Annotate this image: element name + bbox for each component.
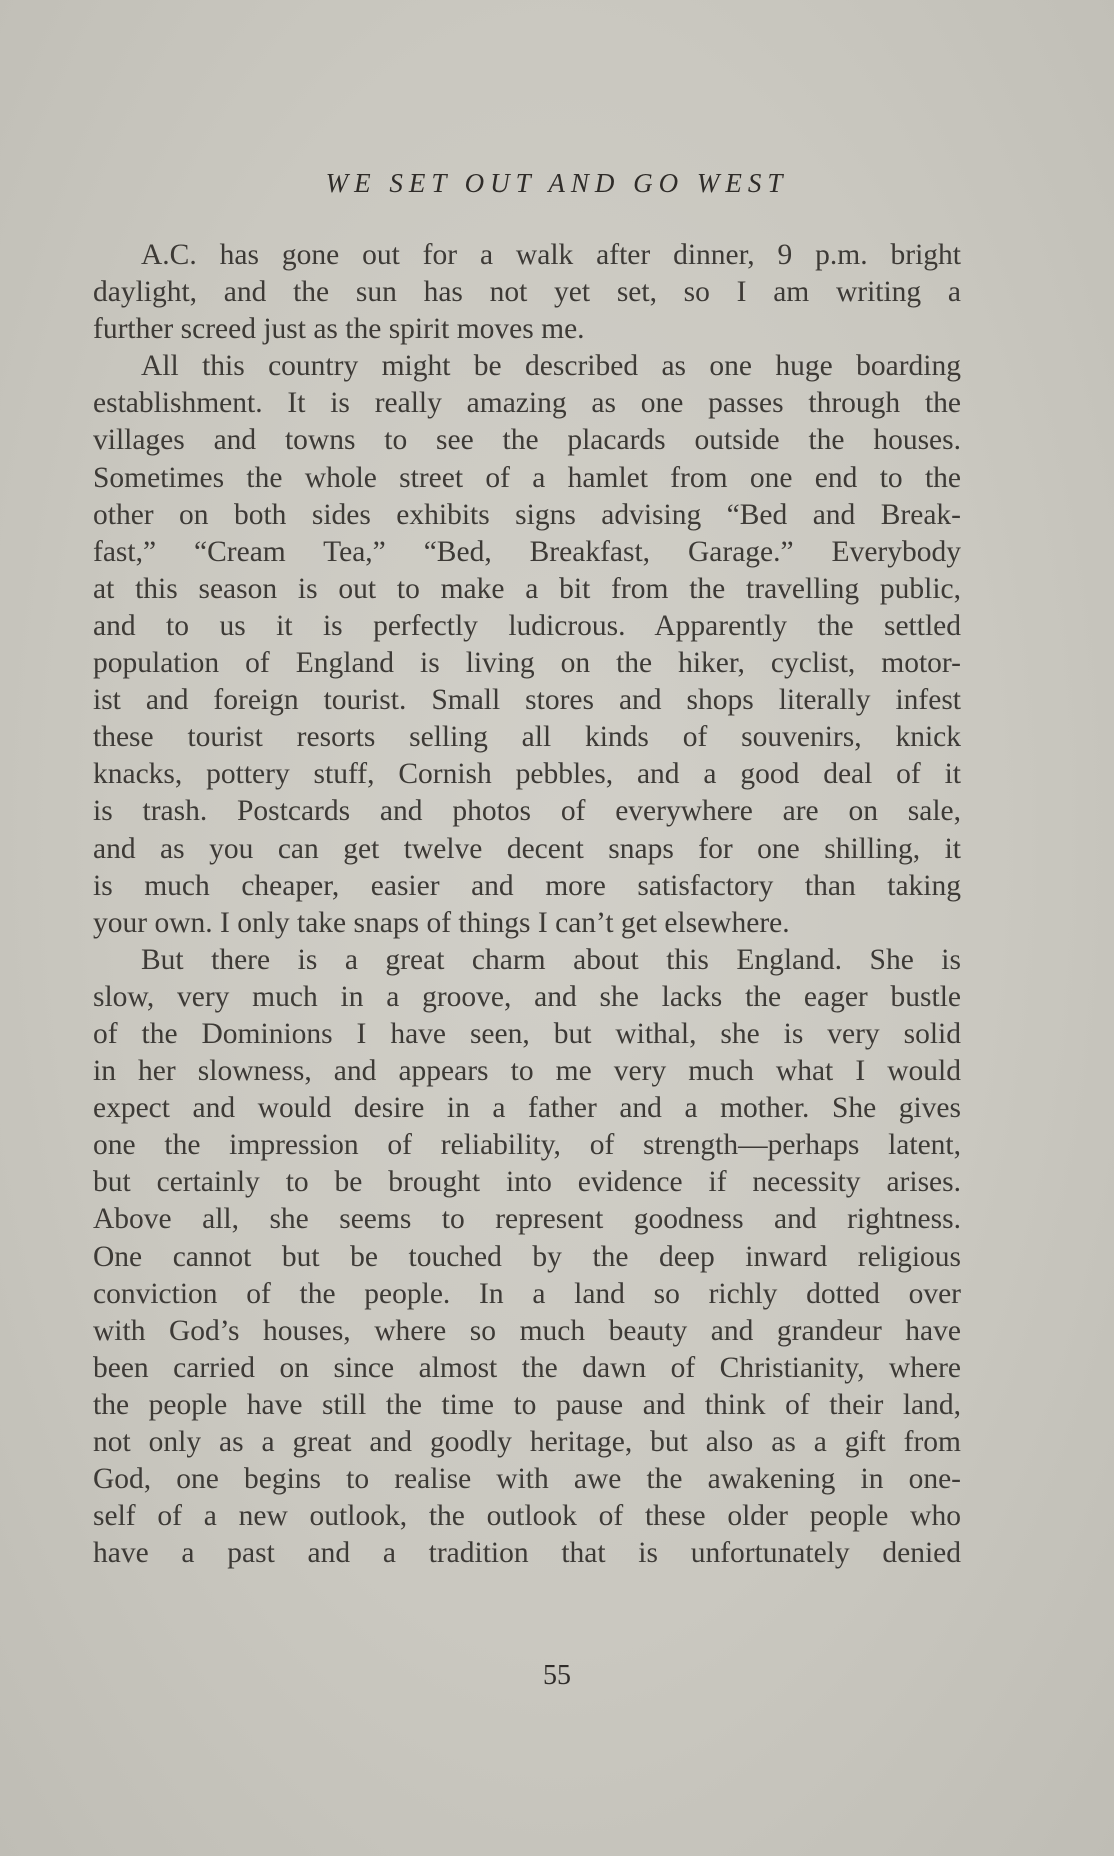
text-line-11: and to us it is perfectly ludicrous. Apparently the settled (93, 609, 961, 642)
text-line-21: slow, very much in a groove, and she lacks the eager bustle (93, 980, 961, 1013)
text-line-22: of the Dominions I have seen, but withal, she is very solid (93, 1017, 961, 1050)
text-line-26: but certainly to be brought into evidence if necessity arises. (93, 1166, 961, 1199)
page-number: 55 (543, 1660, 571, 1691)
text-line-27: Above all, she seems to represent goodness and rightness. (93, 1203, 961, 1236)
text-line-23: in her slowness, and appears to me very much what I would (93, 1055, 961, 1088)
text-line-5: establishment. It is really amazing as one passes through the (93, 387, 961, 420)
text-line-31: been carried on since almost the dawn of Christianity, where (93, 1351, 961, 1384)
text-line-14: these tourist resorts selling all kinds of souvenirs, knick (93, 721, 961, 754)
text-line-36: have a past and a tradition that is unfortunately denied (93, 1537, 961, 1570)
text-line-19: your own. I only take snaps of things I can’t get elsewhere. (93, 906, 790, 939)
text-line-17: and as you can get twelve decent snaps for one shilling, it (93, 832, 961, 865)
text-line-32: the people have still the time to pause and think of their land, (93, 1388, 961, 1421)
text-line-28: One cannot but be touched by the deep inward religious (93, 1240, 961, 1273)
text-line-12: population of England is living on the hiker, cyclist, motor- (93, 647, 961, 680)
text-line-18: is much cheaper, easier and more satisfactory than taking (93, 869, 961, 902)
body-text (93, 237, 961, 1572)
text-line-7: Sometimes the whole street of a hamlet from one end to the (93, 461, 961, 494)
text-line-15: knacks, pottery stuff, Cornish pebbles, and a good deal of it (93, 758, 961, 791)
text-line-29: conviction of the people. In a land so richly dotted over (93, 1277, 961, 1310)
text-line-3: further screed just as the spirit moves me. (93, 313, 585, 346)
text-line-35: self of a new outlook, the outlook of these older people who (93, 1500, 961, 1533)
text-line-9: fast,” “Cream Tea,” “Bed, Breakfast, Garage.” Everybody (93, 535, 961, 568)
text-line-8: other on both sides exhibits signs advising “Bed and Break- (93, 498, 961, 531)
text-line-16: is trash. Postcards and photos of everywhere are on sale, (93, 795, 961, 828)
text-line-4: All this country might be described as one huge boarding (141, 350, 961, 383)
text-line-20: But there is a great charm about this England. She is (141, 943, 961, 976)
text-line-13: ist and foreign tourist. Small stores and shops literally infest (93, 684, 961, 717)
text-line-24: expect and would desire in a father and a mother. She gives (93, 1092, 961, 1125)
text-line-33: not only as a great and goodly heritage, but also as a gift from (93, 1426, 961, 1458)
text-line-1: A.C. has gone out for a walk after dinner, 9 p.m. bright (141, 239, 961, 271)
text-line-34: God, one begins to realise with awe the awakening in one- (93, 1463, 961, 1496)
text-line-25: one the impression of reliability, of strength—perhaps latent, (93, 1129, 961, 1162)
text-line-30: with God’s houses, where so much beauty and grandeur have (93, 1314, 961, 1347)
running-head: WE SET OUT AND GO WEST (325, 168, 789, 198)
text-line-10: at this season is out to make a bit from the travelling public, (93, 572, 961, 605)
text-line-6: villages and towns to see the placards outside the houses. (93, 424, 961, 457)
text-line-2: daylight, and the sun has not yet set, so I am writing a (93, 276, 961, 309)
